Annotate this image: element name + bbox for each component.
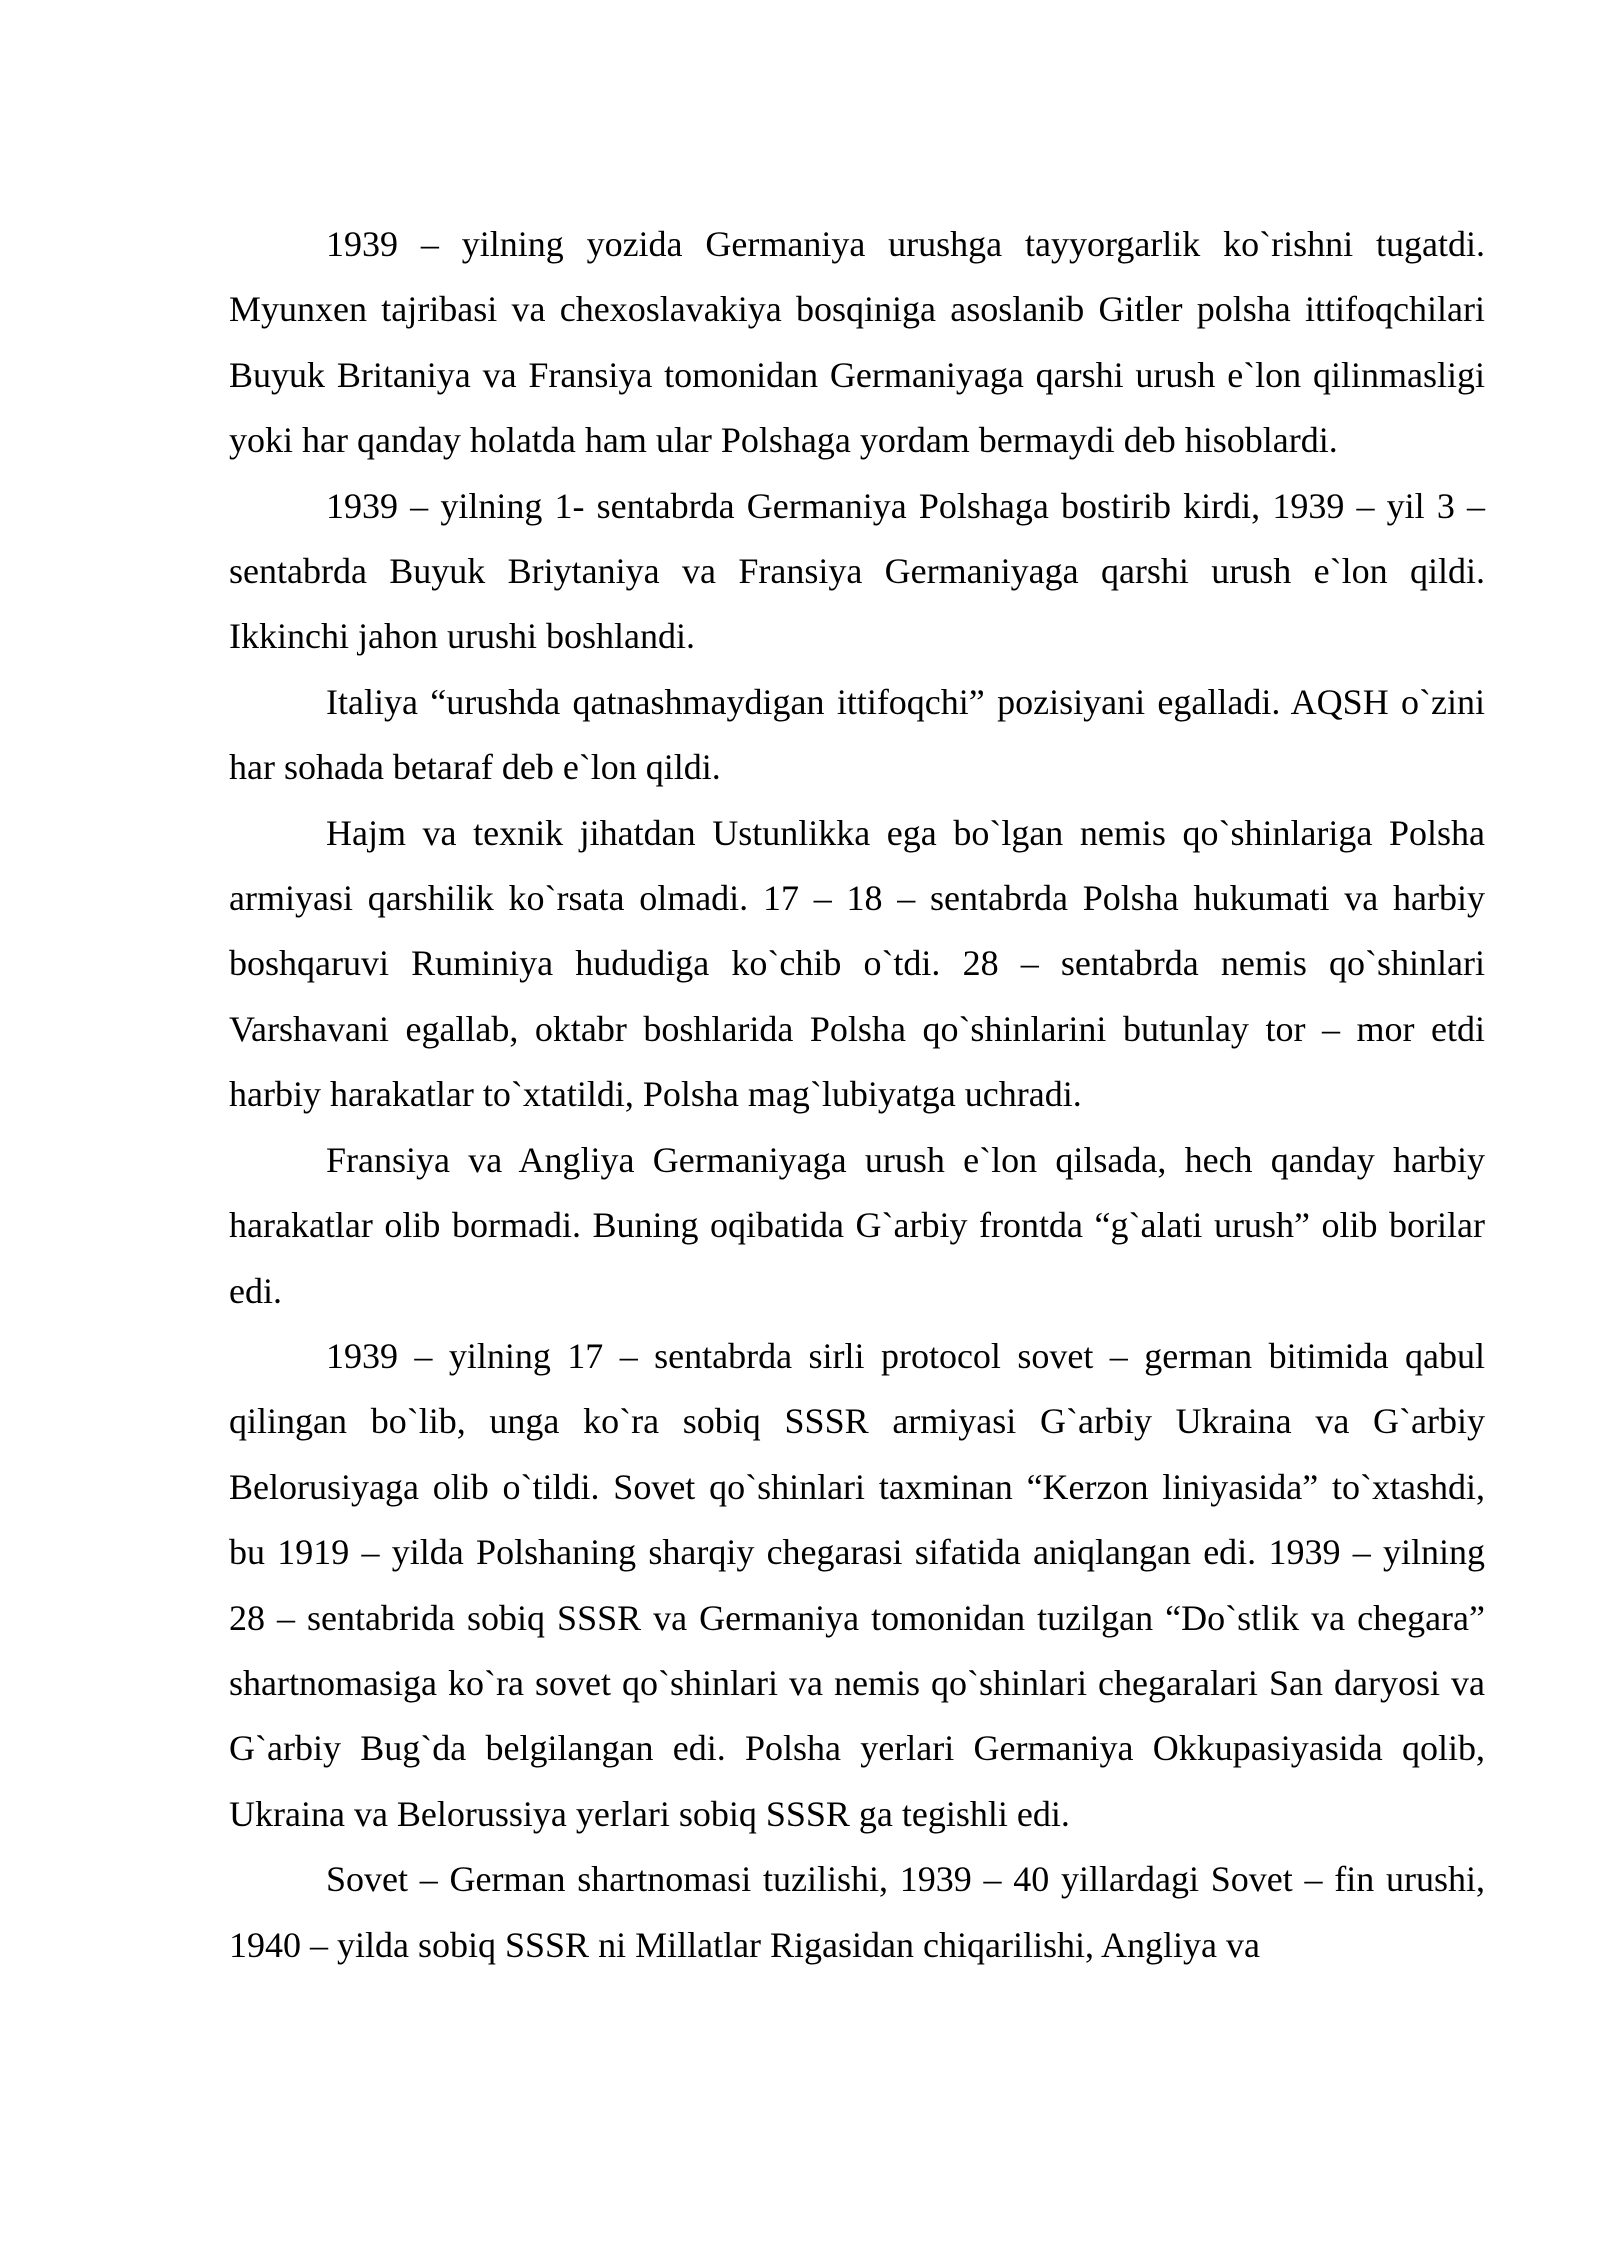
paragraph-war-begins: 1939 – yilning 1- sentabrda Germaniya Polshaga bostirib kirdi, 1939 – yil 3 – sentabrda Buyuk Briytaniya va Fransiya Germaniyaga qarshi urush e`lon qildi. Ikkinchi jahon urushi boshlandi. bbox=[229, 485, 1485, 657]
paragraph-phoney-war: Fransiya va Angliya Germaniyaga urush e`lon qilsada, hech qanday harbiy harakatlar olib bormadi. Buning oqibatida G`arbiy frontda “g`alati urush” olib borilar edi. bbox=[229, 1139, 1485, 1311]
paragraph-italy-usa-position: Italiya “urushda qatnashmaydigan ittifoqchi” pozisiyani egalladi. AQSH o`zini har sohada betaraf deb e`lon qildi. bbox=[229, 681, 1485, 788]
document-body bbox=[229, 212, 1485, 1978]
paragraph-germany-preparation: 1939 – yilning yozida Germaniya urushga tayyorgarlik ko`rishni tugatdi. Myunxen tajribasi va chexoslavakiya bosqiniga asoslanib Gitler polsha ittifoqchilari Buyuk Britaniya va Fransiya tomonidan Germaniyaga qarshi urush e`lon qilinmasligi yoki har qanday holatda ham ular Polshaga yordam bermaydi deb hisoblardi. bbox=[229, 224, 1485, 461]
paragraph-poland-defeat: Hajm va texnik jihatdan Ustunlikka ega bo`lgan nemis qo`shinlariga Polsha armiyasi qarshilik ko`rsata olmadi. 17 – 18 – sentabrda Polsha hukumati va harbiy boshqaruvi Ruminiya hududiga ko`chib o`tdi. 28 – sentabrda nemis qo`shinlari Varshavani egallab, oktabr boshlarida Polsha qo`shinlarini butunlay tor – mor etdi harbiy harakatlar to`xtatildi, Polsha mag`lubiyatga uchradi. bbox=[229, 812, 1485, 1115]
paragraph-soviet-german-treaty: Sovet – German shartnomasi tuzilishi, 1939 – 40 yillardagi Sovet – fin urushi, 1940 – yilda sobiq SSSR ni Millatlar Rigasidan chiqarilishi, Angliya va bbox=[229, 1859, 1485, 1965]
paragraph-soviet-advance: 1939 – yilning 17 – sentabrda sirli protocol sovet – german bitimida qabul qilingan bo`lib, unga ko`ra sobiq SSSR armiyasi G`arbiy Ukraina va G`arbiy Belorusiyaga olib o`tildi. Sovet qo`shinlari taxminan “Kerzon liniyasida” to`xtashdi, bu 1919 – yilda Polshaning sharqiy chegarasi sifatida aniqlangan edi. 1939 – yilning 28 – sentabrida sobiq SSSR va Germaniya tomonidan tuzilgan “Do`stlik va chegara” shartnomasiga ko`ra sovet qo`shinlari va nemis qo`shinlari chegaralari San daryosi va G`arbiy Bug`da belgilangan edi. Polsha yerlari Germaniya Okkupasiyasida qolib, Ukraina va Belorussiya yerlari sobiq SSSR ga tegishli edi. bbox=[229, 1335, 1485, 1834]
